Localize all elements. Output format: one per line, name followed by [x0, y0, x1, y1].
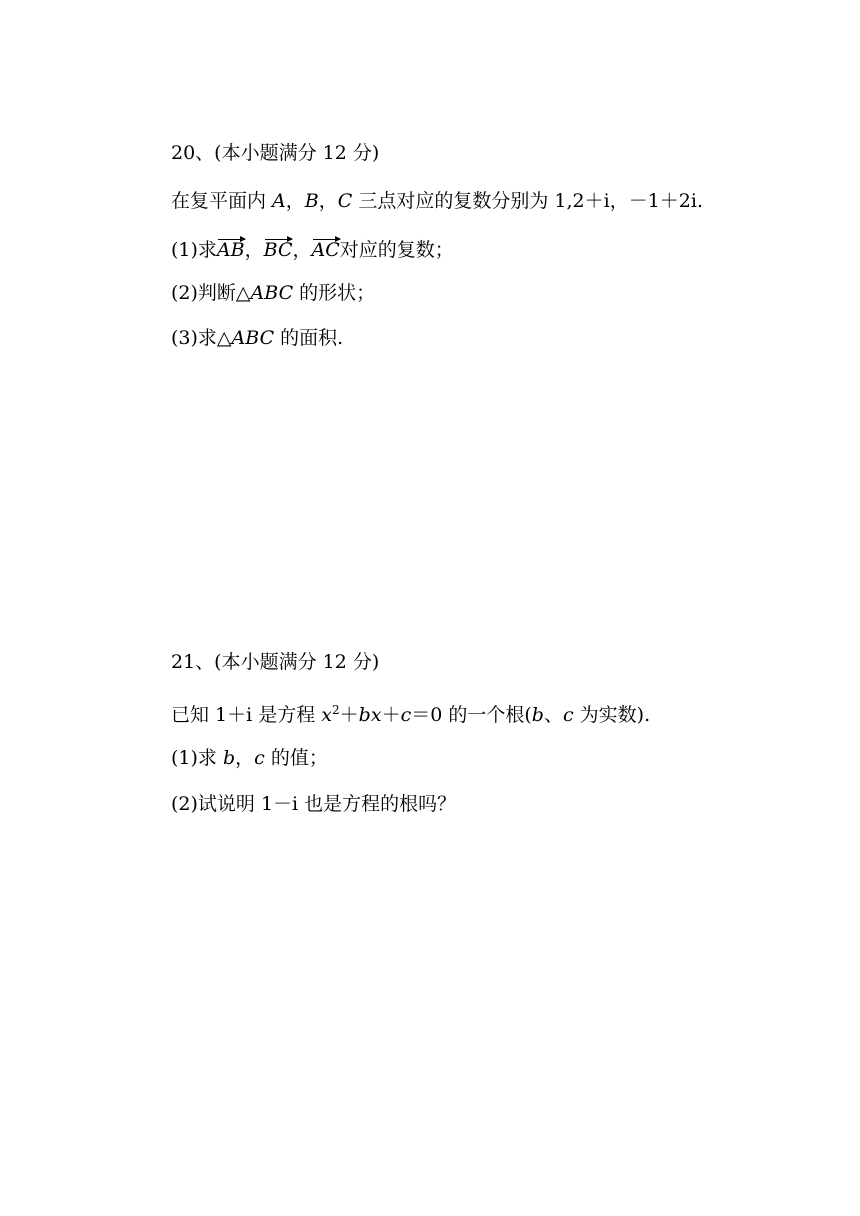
stem-text: 已知 1＋i 是方程	[171, 704, 322, 726]
plus-sign: ＋	[339, 704, 359, 726]
stem-text: 为实数).	[573, 704, 651, 726]
var-c: c	[400, 704, 412, 726]
problem-21-part-2: (2)试说明 1－i 也是方程的根吗？	[171, 793, 457, 815]
point-b: B	[304, 190, 319, 212]
stem-text: ＝0 的一个根(	[411, 704, 532, 726]
vector-ab: AB	[216, 239, 245, 261]
problem-21-heading: 21、(本小题满分 12 分)	[171, 651, 380, 673]
vector-bc: BC	[263, 239, 293, 261]
part-prefix: (1)求	[171, 239, 217, 261]
part-prefix: (1)求	[171, 747, 223, 769]
vector-ac: AC	[311, 239, 340, 261]
var-b: b	[222, 747, 236, 769]
var-x: x	[321, 704, 333, 726]
point-c: C	[337, 190, 353, 212]
stem-text: 三点对应的复数分别为 1,2＋i，－1＋2i.	[352, 190, 703, 212]
part-prefix: (2)判断△	[171, 282, 251, 304]
var-c: c	[254, 747, 265, 769]
problem-20-stem	[171, 189, 703, 213]
part-suffix: 对应的复数；	[339, 239, 454, 261]
part-prefix: (3)求△	[171, 327, 232, 349]
part-suffix: 的形状；	[293, 282, 376, 304]
var-b: b	[358, 704, 371, 726]
part-suffix: 的值；	[264, 747, 328, 769]
exponent: 2	[332, 703, 340, 717]
triangle-abc: ABC	[231, 327, 275, 349]
triangle-abc: ABC	[250, 282, 294, 304]
point-a: A	[272, 190, 286, 212]
problem-21-part-1	[171, 746, 328, 770]
problem-20-heading: 20、(本小题满分 12 分)	[171, 142, 380, 164]
separator: ，	[285, 190, 305, 212]
separator: ，	[318, 190, 338, 212]
problem-21-stem	[171, 698, 650, 727]
plus-sign: ＋	[381, 704, 401, 726]
stem-text: 在复平面内	[171, 190, 273, 212]
part-suffix: 的面积.	[274, 327, 344, 349]
stem-text: 、	[543, 704, 563, 726]
separator: ，	[292, 239, 312, 261]
var-b: b	[531, 704, 544, 726]
problem-20-part-2	[171, 281, 375, 305]
problem-20-part-1	[171, 238, 454, 262]
var-c: c	[562, 704, 574, 726]
separator: ，	[244, 239, 264, 261]
problem-20-part-3	[171, 326, 343, 350]
separator: ，	[235, 747, 255, 769]
var-x: x	[370, 704, 382, 726]
